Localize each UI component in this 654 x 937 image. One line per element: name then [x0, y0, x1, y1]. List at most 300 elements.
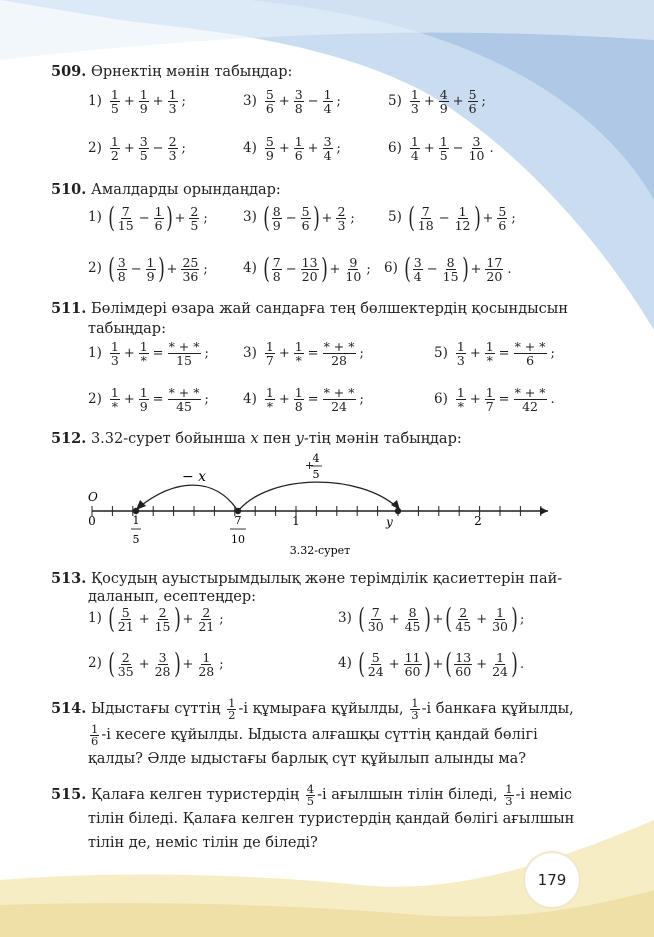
numerator: 1: [456, 339, 465, 354]
right-paren: ): [423, 602, 431, 635]
operator: +: [432, 611, 444, 627]
denominator: 15: [176, 353, 192, 368]
variable-x: x: [250, 431, 259, 447]
denominator: 6: [498, 217, 507, 233]
problem-text: пен: [258, 431, 296, 447]
numerator: * + *: [323, 385, 355, 400]
denominator: 36: [182, 268, 199, 284]
operator: −: [285, 261, 297, 277]
denominator: 10: [468, 148, 485, 163]
denominator: 60: [404, 663, 421, 679]
denominator: *: [266, 399, 273, 414]
numerator: 3: [323, 134, 332, 149]
numerator: 9: [349, 254, 358, 270]
numerator: 1: [110, 87, 119, 102]
operator: +: [182, 611, 194, 627]
problem-text: -тің мәнін табыңдар:: [303, 431, 462, 447]
expression-513-4: [338, 647, 526, 680]
fraction: [154, 205, 164, 232]
operator: +: [476, 611, 488, 627]
operator: +: [174, 210, 186, 226]
numerator: 2: [168, 134, 177, 149]
expression-513-1: [88, 602, 226, 635]
fraction: [154, 651, 172, 678]
denominator: 3: [456, 353, 465, 368]
figure-caption: 3.32-сурет: [289, 544, 351, 557]
punctuation: ;: [359, 392, 364, 407]
denominator: 30: [492, 618, 509, 634]
denominator: *: [111, 399, 118, 414]
item-label: 1): [88, 610, 102, 627]
right-paren: ): [511, 647, 518, 680]
numerator: 1: [168, 87, 177, 102]
expression-511-5: [434, 340, 557, 367]
denominator: *: [140, 353, 147, 368]
fraction: [265, 386, 275, 413]
number-line-figure: [0, 448, 654, 560]
denominator: 8: [294, 101, 303, 116]
numerator: 11: [404, 649, 421, 665]
denominator: 10: [345, 268, 362, 284]
problem-513-line2: даланып, есептеңдер:: [88, 589, 257, 605]
fraction: [265, 135, 275, 162]
operator: +: [123, 392, 135, 407]
numerator: 3: [139, 134, 148, 149]
operator: +: [278, 392, 290, 407]
numerator: 2: [158, 604, 167, 620]
denominator: 4: [323, 148, 332, 163]
problem-text: Бөлімдері өзара жай сандарға тең бөлшектердің қосындысын: [90, 301, 568, 317]
denominator: 24: [367, 663, 384, 679]
denominator: 5: [139, 148, 148, 163]
item-label: 2): [88, 390, 102, 407]
denominator: 12: [454, 217, 471, 233]
problem-text: Қосудың ауыстырымдылық және терімділік қасиеттерін пай-: [90, 571, 563, 587]
denominator: 6: [301, 217, 310, 233]
item-label: 3): [243, 344, 257, 361]
denominator: 7: [485, 399, 494, 414]
item-label: 5): [388, 209, 402, 226]
numerator: 7: [371, 604, 380, 620]
operator: =: [498, 392, 510, 407]
fraction: [168, 88, 178, 115]
operator: +: [452, 94, 464, 109]
operator: −: [285, 210, 297, 226]
denominator: 5: [190, 217, 199, 233]
fraction: [323, 88, 333, 115]
item-label: 5): [434, 344, 448, 361]
left-paren: (: [358, 647, 365, 680]
numerator: 13: [301, 254, 318, 270]
numerator: 5: [121, 604, 130, 620]
numerator: * + *: [168, 385, 200, 400]
denominator: 42: [522, 399, 538, 414]
fraction: [168, 135, 178, 162]
denominator: 15: [442, 268, 459, 284]
fraction: [117, 256, 127, 283]
punctuation: .: [519, 656, 525, 672]
problem-515-line3: тілін де, неміс тілін де біледі?: [88, 835, 318, 851]
numerator: 1: [139, 339, 148, 354]
left-paren: (: [108, 252, 115, 285]
denominator: 20: [301, 268, 318, 284]
denominator: 8: [294, 399, 303, 414]
operator: −: [138, 210, 150, 226]
item-label: 1): [88, 209, 102, 226]
fraction: [110, 88, 120, 115]
punctuation: .: [550, 392, 555, 407]
fraction: [197, 606, 215, 633]
item-label: 6): [388, 139, 402, 156]
operator: +: [152, 94, 164, 109]
operator: −: [307, 94, 319, 109]
fraction: [497, 205, 507, 232]
numerator: 2: [202, 604, 211, 620]
fraction: [485, 340, 495, 367]
expression-511-2: [88, 386, 211, 413]
numerator: 2: [459, 604, 468, 620]
right-paren: ): [461, 252, 469, 285]
problem-509-heading: [51, 63, 292, 81]
denominator: 5: [439, 148, 448, 163]
numerator: 3: [472, 134, 481, 149]
problem-text: 3.32-сурет бойынша: [90, 431, 251, 447]
denominator: 35: [117, 663, 134, 679]
numerator: 1: [439, 134, 448, 149]
numerator: 1: [456, 385, 465, 400]
numerator: 5: [301, 203, 310, 219]
operator: −: [152, 141, 164, 156]
numerator: 1: [265, 385, 274, 400]
fraction: [439, 88, 449, 115]
punctuation: ;: [366, 261, 371, 277]
page-number: 179: [525, 853, 579, 907]
denominator: 15: [154, 618, 171, 634]
denominator: 2: [110, 148, 119, 163]
problem-511-line2: табыңдар:: [88, 321, 166, 337]
operator: =: [307, 346, 319, 361]
punctuation: ;: [203, 210, 208, 226]
numerator: 1: [496, 604, 505, 620]
fraction: [265, 88, 275, 115]
fraction: [294, 340, 304, 367]
numerator: 3: [413, 254, 422, 270]
operator: +: [278, 346, 290, 361]
denominator: 9: [439, 101, 448, 116]
numerator: 1: [410, 134, 419, 149]
expression-511-1: [88, 340, 211, 367]
fraction: [110, 386, 120, 413]
operator: +: [388, 611, 400, 627]
punctuation: ;: [350, 210, 355, 226]
problem-514-line1: 514. Ыдыстағы сүттің $\frac{1}{2}$ -і құмыраға құйылды, $\frac{1}{3}$ -і банкаға құйылды,: [51, 695, 574, 722]
fraction: [301, 205, 311, 232]
operator: +: [138, 611, 150, 627]
numerator: 1: [110, 385, 119, 400]
left-paren: (: [263, 201, 270, 234]
expression-511-4: [243, 386, 366, 413]
numerator: 13: [455, 649, 472, 665]
fraction: [197, 651, 215, 678]
expression-509-5: [388, 88, 488, 115]
operator: +: [182, 656, 194, 672]
punctuation: ;: [181, 94, 186, 109]
problem-number: 515.: [51, 786, 87, 803]
fraction: [456, 386, 466, 413]
numerator: 25: [182, 254, 199, 270]
fraction: [410, 135, 420, 162]
fraction: [154, 606, 172, 633]
fraction: [336, 205, 346, 232]
numerator: 3: [117, 254, 126, 270]
expression-511-6: [434, 386, 557, 413]
fraction-result: [514, 386, 547, 413]
fraction: [117, 606, 135, 633]
punctuation: ;: [204, 392, 209, 407]
tick-label-2: 2: [474, 514, 482, 528]
denominator: 6: [468, 101, 477, 116]
operator: +: [470, 261, 482, 277]
item-label: 2): [88, 655, 102, 672]
problem-number: 512.: [51, 430, 87, 447]
left-paren: (: [445, 647, 453, 680]
plus-sign: +: [305, 459, 315, 472]
right-paren: ): [173, 602, 181, 635]
problem-number: 509.: [51, 63, 87, 80]
fraction: [272, 205, 282, 232]
numerator: * + *: [514, 339, 546, 354]
left-paren: (: [108, 602, 115, 635]
denominator: 4: [410, 148, 419, 163]
numerator: 5: [498, 203, 507, 219]
fraction: [139, 88, 149, 115]
denominator: *: [295, 353, 302, 368]
denominator: 6: [265, 101, 274, 116]
point-y: [395, 508, 401, 514]
punctuation: ;: [204, 346, 209, 361]
punctuation: ;: [519, 611, 525, 627]
axis-arrowhead: [540, 507, 548, 515]
left-paren: (: [108, 201, 115, 234]
fraction: [404, 606, 422, 633]
fraction: [485, 386, 495, 413]
operator: +: [388, 656, 400, 672]
fraction: [485, 256, 503, 283]
denominator: 45: [455, 618, 472, 634]
fraction: [139, 135, 149, 162]
denominator: 8: [272, 268, 281, 284]
numerator: 1: [110, 339, 119, 354]
fraction: [294, 88, 304, 115]
left-paren: (: [263, 252, 270, 285]
denominator: 3: [168, 101, 177, 116]
numerator: 8: [408, 604, 417, 620]
punctuation: ;: [336, 94, 341, 109]
numerator: 3: [158, 649, 167, 665]
denominator: 60: [455, 663, 472, 679]
operator: +: [307, 141, 319, 156]
fraction: [456, 340, 466, 367]
problem-514-line2: $\frac{1}{6}$ -і кесеге құйылды. Ыдыста алғашқы сүттің қандай бөлігі: [91, 721, 538, 748]
fraction: [454, 205, 472, 232]
right-paren: ): [423, 647, 431, 680]
operator: +: [476, 656, 488, 672]
denominator: *: [457, 399, 464, 414]
fraction-one-half: $\frac{1}{2}$: [228, 695, 236, 722]
fraction: [367, 606, 385, 633]
numerator: * + *: [514, 385, 546, 400]
problem-text: Өрнектің мәнін табыңдар:: [90, 64, 293, 80]
operator: +: [321, 210, 333, 226]
item-label: 3): [243, 92, 257, 109]
left-paren: (: [404, 252, 411, 285]
expression-511-3: [243, 340, 366, 367]
fraction-result: [168, 340, 201, 367]
numerator: 5: [371, 649, 380, 665]
item-label: 4): [243, 260, 257, 277]
punctuation: ;: [511, 210, 516, 226]
right-paren: ): [157, 252, 165, 285]
expression-509-6: [388, 135, 496, 162]
left-paren: (: [108, 647, 115, 680]
problem-510-heading: [51, 181, 281, 199]
numerator: 1: [154, 203, 163, 219]
plus-numerator: 4: [312, 452, 320, 465]
expression-510-4: [243, 252, 373, 285]
problem-511-heading: [51, 300, 568, 318]
denominator: 24: [331, 399, 347, 414]
item-label: 4): [243, 139, 257, 156]
denominator: 9: [146, 268, 155, 284]
numerator: 4: [439, 87, 448, 102]
numerator: 2: [190, 203, 199, 219]
operator: =: [498, 346, 510, 361]
fraction: [294, 386, 304, 413]
fraction: [491, 651, 509, 678]
left-paren: (: [408, 201, 415, 234]
fraction: [301, 256, 319, 283]
expression-513-2: [88, 647, 226, 680]
operator: +: [329, 261, 341, 277]
operator: =: [152, 392, 164, 407]
numerator: 2: [337, 203, 346, 219]
denominator: 9: [139, 399, 148, 414]
denominator: 30: [367, 618, 384, 634]
expression-509-1: [88, 88, 188, 115]
numerator: 1: [294, 385, 303, 400]
problem-514-line3: қалды? Әлде ыдыстағы барлық сүт құйылып алынды ма?: [88, 751, 527, 767]
denominator: 28: [331, 353, 347, 368]
fraction: [442, 256, 460, 283]
numerator: 5: [265, 87, 274, 102]
variable-y: y: [295, 431, 304, 447]
left-paren: (: [445, 602, 453, 635]
fraction: [181, 256, 199, 283]
item-label: 6): [434, 390, 448, 407]
item-label: 5): [388, 92, 402, 109]
seven-tenths-denominator: 10: [231, 533, 245, 546]
operator: +: [123, 141, 135, 156]
operator: +: [278, 141, 290, 156]
denominator: 8: [117, 268, 126, 284]
numerator: * + *: [168, 339, 200, 354]
operator: +: [469, 392, 481, 407]
numerator: 1: [110, 134, 119, 149]
numerator: 1: [410, 87, 419, 102]
expression-509-3: [243, 88, 343, 115]
operator: =: [152, 346, 164, 361]
fraction-one-sixth: $\frac{1}{6}$: [91, 721, 99, 748]
denominator: 3: [168, 148, 177, 163]
seven-tenths-numerator: 7: [234, 514, 242, 527]
punctuation: ;: [359, 346, 364, 361]
numerator: 1: [485, 385, 494, 400]
fraction: [491, 606, 509, 633]
operator: +: [123, 94, 135, 109]
fraction: [189, 205, 199, 232]
numerator: 1: [202, 649, 211, 665]
fraction: [344, 256, 362, 283]
tick-label-0: 0: [88, 514, 96, 528]
expression-510-1: [88, 201, 210, 234]
fraction: [139, 340, 149, 367]
item-label: 4): [338, 655, 352, 672]
expression-509-4: [243, 135, 343, 162]
denominator: 4: [413, 268, 422, 284]
fraction: [323, 135, 333, 162]
operator: +: [278, 94, 290, 109]
problem-number: 514.: [51, 700, 87, 717]
problem-515-line1: 515. Қалаға келген туристердің $\frac{4}{5}$ -і ағылшын тілін біледі, $\frac{1}{3}$ -і неміс: [51, 781, 573, 808]
punctuation: ;: [219, 656, 224, 672]
numerator: 5: [468, 87, 477, 102]
right-paren: ): [165, 201, 173, 234]
operator: +: [123, 346, 135, 361]
operator: −: [452, 141, 464, 156]
denominator: 21: [198, 618, 215, 634]
punctuation: ;: [203, 261, 208, 277]
fraction: [117, 651, 135, 678]
numerator: 1: [496, 649, 505, 665]
denominator: 20: [486, 268, 503, 284]
operator: +: [432, 656, 444, 672]
item-label: 4): [243, 390, 257, 407]
denominator: 9: [265, 148, 274, 163]
problem-513-heading: [51, 570, 562, 588]
right-paren: ): [173, 647, 181, 680]
punctuation: .: [489, 141, 494, 156]
operator: −: [426, 261, 438, 277]
operator: +: [138, 656, 150, 672]
item-label: 3): [243, 209, 257, 226]
item-label: 3): [338, 610, 352, 627]
numerator: 1: [294, 134, 303, 149]
numerator: 1: [323, 87, 332, 102]
fraction: [413, 256, 423, 283]
problem-515-line2: тілін біледі. Қалаға келген туристердің қандай бөлігі ағылшын: [88, 811, 575, 827]
plus-arc: [238, 482, 398, 511]
numerator: 1: [294, 339, 303, 354]
denominator: 3: [337, 217, 346, 233]
fraction: [294, 135, 304, 162]
expression-513-3: [338, 602, 526, 635]
punctuation: ;: [181, 141, 186, 156]
left-paren: (: [358, 602, 365, 635]
expression-510-6: [384, 252, 513, 285]
numerator: 1: [139, 87, 148, 102]
item-label: 2): [88, 139, 102, 156]
denominator: 21: [117, 618, 134, 634]
